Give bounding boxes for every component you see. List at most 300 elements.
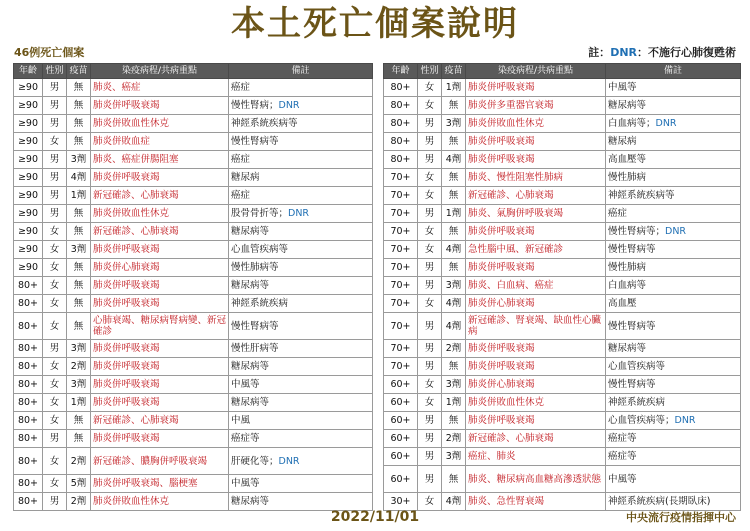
age-cell: ≥90 (14, 133, 43, 151)
vaccine-cell: 無 (67, 295, 91, 313)
table-row (384, 313, 741, 340)
remark-cell (229, 205, 373, 223)
header-vaccine: 疫苗 (442, 64, 466, 79)
table-row (14, 79, 373, 97)
table-row (384, 79, 741, 97)
age-cell: 80+ (14, 448, 43, 475)
vaccine-cell: 3劑 (67, 376, 91, 394)
sex-cell: 女 (43, 412, 67, 430)
vaccine-cell: 4劑 (442, 241, 466, 259)
remark-text: 心血管疾病等 (608, 361, 666, 372)
vaccine-cell: 無 (442, 133, 466, 151)
age-cell: 80+ (14, 295, 43, 313)
remark-text: 白血病等 (608, 280, 647, 291)
vaccine-cell: 1劑 (442, 394, 466, 412)
table-row (14, 340, 373, 358)
report-date: 2022/11/01 (330, 509, 420, 525)
vaccine-cell: 1劑 (442, 79, 466, 97)
vaccine-cell: 2劑 (67, 493, 91, 511)
vaccine-cell: 無 (67, 412, 91, 430)
table-row (384, 241, 741, 259)
age-cell: ≥90 (14, 151, 43, 169)
table-row (384, 259, 741, 277)
table-row (14, 151, 373, 169)
dnr-tag: DNR (278, 455, 300, 467)
table-row (14, 205, 373, 223)
sex-cell: 男 (418, 259, 442, 277)
vaccine-cell: 無 (442, 187, 466, 205)
vaccine-cell: 3劑 (67, 340, 91, 358)
sex-cell: 男 (43, 430, 67, 448)
remark-text: 慢性肺病 (608, 172, 647, 183)
remark-text: 高血壓等 (608, 154, 647, 165)
remark-cell (229, 97, 373, 115)
disease-cell: 新冠確診、膿胸併呼吸衰竭 (91, 448, 229, 475)
vaccine-cell: 無 (442, 358, 466, 376)
note-suffix: ：不施行心肺復甦術 (637, 46, 736, 59)
disease-cell: 肺炎併多重器官衰竭 (466, 97, 606, 115)
remark-cell (229, 448, 373, 475)
sex-cell: 女 (418, 295, 442, 313)
vaccine-cell: 無 (442, 466, 466, 493)
age-cell: 70+ (384, 313, 418, 340)
age-cell: 70+ (384, 187, 418, 205)
remark-text: 中風等 (231, 379, 260, 390)
sex-cell: 女 (418, 376, 442, 394)
sex-cell: 女 (43, 358, 67, 376)
age-cell: 70+ (384, 340, 418, 358)
header-remark: 備註 (606, 64, 741, 79)
sex-cell: 女 (418, 493, 442, 511)
remark-text: 慢性肺病 (608, 262, 647, 273)
remark-text: 慢性腎病等 (608, 320, 656, 332)
table-row (384, 277, 741, 295)
remark-text: 慢性腎病等 (608, 379, 656, 390)
sex-cell: 男 (418, 115, 442, 133)
remark-text: 神經系統疾病等 (231, 118, 298, 129)
age-cell: 80+ (384, 79, 418, 97)
header-remark: 備註 (229, 64, 373, 79)
disease-cell: 癌症、肺炎 (466, 448, 606, 466)
remark-text: 高血壓 (608, 298, 637, 309)
table-row (14, 430, 373, 448)
disease-cell: 肺炎併呼吸衰竭 (466, 151, 606, 169)
table-row (384, 448, 741, 466)
age-cell: 70+ (384, 295, 418, 313)
age-cell: 60+ (384, 448, 418, 466)
remark-text: 神經系統疾病(長期臥床) (608, 496, 711, 507)
remark-cell (229, 358, 373, 376)
remark-text: 糖尿病等 (231, 226, 270, 237)
disease-cell: 肺炎併敗血性休克 (466, 115, 606, 133)
vaccine-cell: 4劑 (67, 169, 91, 187)
remark-text: 白血病等； (608, 118, 656, 129)
disease-cell: 肺炎併敗血性休克 (91, 115, 229, 133)
case-count-subtitle: 46例死亡個案 (14, 46, 85, 59)
disease-cell: 新冠確診、心肺衰竭 (91, 187, 229, 205)
table-row (384, 376, 741, 394)
vaccine-cell: 無 (67, 223, 91, 241)
remark-cell (229, 394, 373, 412)
vaccine-cell: 無 (67, 205, 91, 223)
sex-cell: 男 (43, 493, 67, 511)
right-table-body (384, 79, 741, 511)
age-cell: ≥90 (14, 115, 43, 133)
remark-cell (229, 412, 373, 430)
disease-cell: 肺炎併敗血症 (91, 133, 229, 151)
vaccine-cell: 無 (442, 223, 466, 241)
age-cell: 70+ (384, 205, 418, 223)
disease-cell: 肺炎併敗血性休克 (466, 394, 606, 412)
table-row (14, 223, 373, 241)
remark-text: 癌症等 (608, 433, 637, 444)
remark-text: 中風等 (608, 473, 637, 485)
remark-text: 癌症 (608, 208, 628, 219)
disease-cell: 新冠確診、心肺衰竭 (466, 187, 606, 205)
disease-cell: 肺炎、急性腎衰竭 (466, 493, 606, 511)
header-age: 年齡 (14, 64, 43, 79)
remark-cell (606, 466, 741, 493)
disease-cell: 肺炎併呼吸衰竭 (91, 277, 229, 295)
remark-cell (229, 133, 373, 151)
disease-cell: 新冠確診、心肺衰竭 (466, 430, 606, 448)
remark-cell (229, 223, 373, 241)
age-cell: 80+ (14, 313, 43, 340)
remark-cell (606, 376, 741, 394)
sex-cell: 女 (43, 295, 67, 313)
sex-cell: 男 (43, 340, 67, 358)
table-row (384, 133, 741, 151)
remark-cell (229, 151, 373, 169)
disease-cell: 肺炎併心肺衰竭 (91, 259, 229, 277)
header-disease-course: 染疫病程/共病重點 (466, 64, 606, 79)
vaccine-cell: 無 (67, 259, 91, 277)
age-cell: 70+ (384, 241, 418, 259)
age-cell: ≥90 (14, 97, 43, 115)
table-row (14, 241, 373, 259)
table-row (384, 412, 741, 430)
age-cell: 60+ (384, 376, 418, 394)
remark-text: 神經系統疾病 (608, 397, 666, 408)
sex-cell: 男 (418, 313, 442, 340)
dnr-tag: DNR (288, 208, 310, 219)
disease-cell: 肺炎、白血病、癌症 (466, 277, 606, 295)
table-row (14, 475, 373, 493)
vaccine-cell: 2劑 (442, 430, 466, 448)
disease-cell: 肺炎併呼吸衰竭 (91, 430, 229, 448)
footer-agency: 中央流行疫情指揮中心 (626, 511, 736, 524)
sex-cell: 男 (418, 466, 442, 493)
vaccine-cell: 3劑 (442, 376, 466, 394)
header-sex: 性別 (418, 64, 442, 79)
remark-text: 神經系統疾病 (231, 298, 289, 309)
disease-cell: 肺炎、糖尿病高血糖高滲透狀態 (466, 466, 606, 493)
table-row (14, 169, 373, 187)
disease-cell: 新冠確診、心肺衰竭 (91, 223, 229, 241)
remark-text: 慢性肺病等 (231, 262, 279, 273)
dnr-tag: DNR (655, 118, 677, 129)
page-title: 本土死亡個案說明 (231, 4, 519, 44)
disease-cell: 肺炎併呼吸衰竭 (466, 133, 606, 151)
remark-text: 癌症 (231, 190, 251, 201)
remark-text: 癌症等 (231, 433, 260, 444)
sex-cell: 男 (418, 448, 442, 466)
sex-cell: 男 (43, 151, 67, 169)
sex-cell: 男 (43, 97, 67, 115)
table-row (384, 358, 741, 376)
remark-cell (606, 151, 741, 169)
sex-cell: 男 (43, 79, 67, 97)
disease-cell: 肺炎併呼吸衰竭 (466, 358, 606, 376)
remark-text: 慢性腎病； (231, 100, 279, 111)
remark-cell (229, 430, 373, 448)
remark-cell (229, 277, 373, 295)
remark-cell (229, 340, 373, 358)
remark-cell (606, 241, 741, 259)
remark-cell (229, 187, 373, 205)
age-cell: 80+ (14, 412, 43, 430)
remark-cell (606, 205, 741, 223)
remark-cell (229, 295, 373, 313)
table-header-row (14, 64, 373, 79)
sex-cell: 女 (43, 277, 67, 295)
remark-cell (229, 115, 373, 133)
remark-text: 糖尿病等 (231, 397, 270, 408)
vaccine-cell: 無 (442, 169, 466, 187)
left-case-table (13, 63, 373, 511)
disease-cell: 新冠確診、心肺衰竭 (91, 412, 229, 430)
age-cell: 80+ (14, 358, 43, 376)
header-disease-course: 染疫病程/共病重點 (91, 64, 229, 79)
vaccine-cell: 無 (67, 430, 91, 448)
age-cell: 60+ (384, 412, 418, 430)
remark-cell (606, 412, 741, 430)
disease-cell: 肺炎、氣胸併呼吸衰竭 (466, 205, 606, 223)
disease-cell: 肺炎、慢性阻塞性肺病 (466, 169, 606, 187)
age-cell: 70+ (384, 277, 418, 295)
age-cell: 80+ (384, 97, 418, 115)
sex-cell: 男 (418, 277, 442, 295)
sex-cell: 男 (418, 340, 442, 358)
vaccine-cell: 4劑 (442, 151, 466, 169)
remark-cell (229, 169, 373, 187)
sex-cell: 女 (418, 223, 442, 241)
sex-cell: 女 (43, 448, 67, 475)
disease-cell: 肺炎併心肺衰竭 (466, 376, 606, 394)
sex-cell: 男 (418, 205, 442, 223)
remark-text: 癌症 (231, 154, 251, 165)
sex-cell: 女 (418, 241, 442, 259)
remark-text: 神經系統疾病等 (608, 190, 675, 201)
vaccine-cell: 無 (67, 277, 91, 295)
remark-text: 糖尿病等 (231, 496, 270, 507)
table-row (384, 115, 741, 133)
remark-cell (229, 313, 373, 340)
remark-cell (606, 313, 741, 340)
remark-cell (606, 259, 741, 277)
remark-cell (606, 169, 741, 187)
vaccine-cell: 3劑 (442, 115, 466, 133)
disease-cell: 肺炎併呼吸衰竭、腦梗塞 (91, 475, 229, 493)
remark-cell (606, 187, 741, 205)
remark-text: 癌症等 (608, 451, 637, 462)
vaccine-cell: 4劑 (442, 493, 466, 511)
age-cell: 70+ (384, 358, 418, 376)
age-cell: 80+ (384, 133, 418, 151)
remark-text: 慢性腎病等 (608, 244, 656, 255)
sex-cell: 女 (43, 133, 67, 151)
header-age: 年齡 (384, 64, 418, 79)
sex-cell: 女 (418, 169, 442, 187)
remark-cell (606, 277, 741, 295)
remark-cell (606, 448, 741, 466)
vaccine-cell: 3劑 (442, 448, 466, 466)
remark-text: 糖尿病 (231, 172, 260, 183)
sex-cell: 女 (43, 394, 67, 412)
table-header-row (384, 64, 741, 79)
disease-cell: 肺炎併呼吸衰竭 (466, 412, 606, 430)
vaccine-cell: 無 (67, 115, 91, 133)
note-dnr-term: DNR (610, 46, 637, 59)
age-cell: ≥90 (14, 241, 43, 259)
table-row (384, 223, 741, 241)
sex-cell: 女 (43, 223, 67, 241)
table-row (384, 97, 741, 115)
dnr-tag: DNR (665, 226, 687, 237)
vaccine-cell: 3劑 (67, 241, 91, 259)
disease-cell: 肺炎、癌症併腸阻塞 (91, 151, 229, 169)
remark-text: 心血管疾病等； (608, 415, 675, 426)
disease-cell: 肺炎併呼吸衰竭 (91, 394, 229, 412)
disease-cell: 肺炎併呼吸衰竭 (466, 340, 606, 358)
disease-cell: 肺炎併呼吸衰竭 (91, 241, 229, 259)
disease-cell: 心肺衰竭、糖尿病腎病變、新冠確診 (91, 313, 229, 340)
vaccine-cell: 1劑 (442, 205, 466, 223)
table-row (14, 394, 373, 412)
disease-cell: 肺炎併呼吸衰竭 (466, 79, 606, 97)
left-table-body (14, 79, 373, 511)
vaccine-cell: 無 (442, 412, 466, 430)
age-cell: 30+ (384, 493, 418, 511)
vaccine-cell: 無 (67, 79, 91, 97)
table-row (384, 205, 741, 223)
table-row (14, 259, 373, 277)
disease-cell: 肺炎併敗血性休克 (91, 205, 229, 223)
age-cell: ≥90 (14, 169, 43, 187)
table-row (384, 295, 741, 313)
table-row (14, 313, 373, 340)
remark-cell (606, 223, 741, 241)
sex-cell: 男 (418, 412, 442, 430)
table-row (384, 430, 741, 448)
disease-cell: 肺炎併呼吸衰竭 (466, 259, 606, 277)
age-cell: ≥90 (14, 259, 43, 277)
remark-cell (229, 259, 373, 277)
remark-text: 肝硬化等； (231, 455, 279, 467)
sex-cell: 男 (418, 358, 442, 376)
vaccine-cell: 1劑 (67, 394, 91, 412)
sex-cell: 女 (418, 187, 442, 205)
vaccine-cell: 無 (67, 313, 91, 340)
remark-text: 慢性腎病等 (231, 320, 279, 332)
remark-text: 糖尿病 (608, 136, 637, 147)
age-cell: ≥90 (14, 205, 43, 223)
remark-cell (606, 358, 741, 376)
age-cell: 80+ (384, 151, 418, 169)
table-row (14, 115, 373, 133)
table-row (384, 187, 741, 205)
table-row (14, 412, 373, 430)
disease-cell: 肺炎併敗血性休克 (91, 493, 229, 511)
right-case-table (383, 63, 741, 511)
vaccine-cell: 3劑 (442, 277, 466, 295)
header-sex: 性別 (43, 64, 67, 79)
age-cell: 70+ (384, 259, 418, 277)
remark-text: 癌症 (231, 82, 251, 93)
disease-cell: 肺炎併呼吸衰竭 (91, 295, 229, 313)
remark-cell (229, 241, 373, 259)
age-cell: 80+ (14, 340, 43, 358)
dnr-note (588, 46, 736, 60)
sex-cell: 女 (43, 313, 67, 340)
age-cell: 70+ (384, 169, 418, 187)
vaccine-cell: 無 (67, 133, 91, 151)
remark-text: 糖尿病等 (608, 100, 647, 111)
table-row (14, 187, 373, 205)
age-cell: 80+ (14, 430, 43, 448)
remark-cell (229, 79, 373, 97)
age-cell: 80+ (14, 475, 43, 493)
remark-cell (606, 394, 741, 412)
remark-text: 股骨骨折等； (231, 208, 289, 219)
remark-cell (606, 295, 741, 313)
remark-cell (229, 376, 373, 394)
disease-cell: 肺炎併呼吸衰竭 (91, 97, 229, 115)
age-cell: 80+ (14, 493, 43, 511)
remark-cell (606, 97, 741, 115)
sex-cell: 女 (43, 241, 67, 259)
disease-cell: 急性腦中風、新冠確診 (466, 241, 606, 259)
vaccine-cell: 2劑 (67, 358, 91, 376)
dnr-tag: DNR (278, 100, 300, 111)
table-row (384, 151, 741, 169)
sex-cell: 女 (43, 259, 67, 277)
table-row (14, 358, 373, 376)
remark-cell (606, 133, 741, 151)
table-row (384, 340, 741, 358)
disease-cell: 肺炎、癌症 (91, 79, 229, 97)
vaccine-cell: 3劑 (67, 151, 91, 169)
remark-text: 慢性腎病等； (608, 226, 666, 237)
header-vaccine: 疫苗 (67, 64, 91, 79)
disease-cell: 肺炎併呼吸衰竭 (91, 376, 229, 394)
disease-cell: 肺炎併心肺衰竭 (466, 295, 606, 313)
age-cell: 80+ (384, 115, 418, 133)
age-cell: 60+ (384, 430, 418, 448)
age-cell: 80+ (14, 376, 43, 394)
disease-cell: 肺炎併呼吸衰竭 (91, 169, 229, 187)
vaccine-cell: 2劑 (67, 448, 91, 475)
sex-cell: 男 (418, 133, 442, 151)
age-cell: 60+ (384, 394, 418, 412)
remark-text: 中風等 (231, 478, 260, 489)
disease-cell: 肺炎併呼吸衰竭 (466, 223, 606, 241)
disease-cell: 新冠確診、腎衰竭、缺血性心臟病 (466, 313, 606, 340)
sex-cell: 女 (418, 97, 442, 115)
remark-cell (606, 340, 741, 358)
remark-text: 慢性肝病等 (231, 343, 279, 354)
sex-cell: 男 (43, 115, 67, 133)
